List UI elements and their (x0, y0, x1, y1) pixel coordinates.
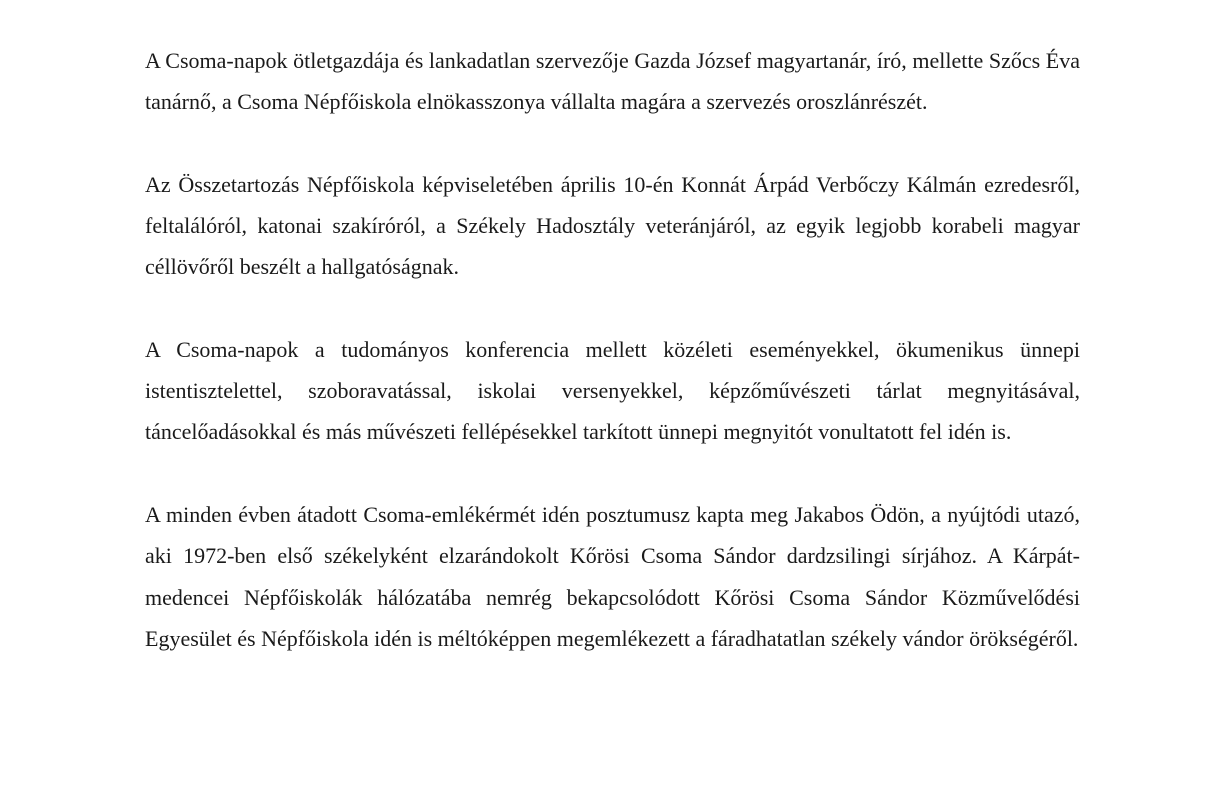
paragraph-lecture: Az Összetartozás Népfőiskola képviseletében április 10-én Konnát Árpád Verbőczy Kálmán ezredesről, feltalálóról, katonai szakíróról, a Székely Hadosztály veteránjáról, az egyik legjobb korabeli magyar céllövőről beszélt a hallgatóságnak. (145, 171, 1080, 280)
paragraph-medal: A minden évben átadott Csoma-emlékérmét idén posztumusz kapta meg Jakabos Ödön, a nyújtódi utazó, aki 1972-ben első székelyként elzarándokolt Kőrösi Csoma Sándor dardzsilingi sírjához. A Kárpát-medencei Népfőiskolák hálózatába nemrég bekapcsolódott Kőrösi Csoma Sándor Közművelődési Egyesület és Népfőiskola idén is méltóképpen megemlékezett a fáradhatatlan székely vándor örökségéről. (145, 502, 1080, 651)
document-body (145, 40, 1080, 659)
paragraph-organizers: A Csoma-napok ötletgazdája és lankadatlan szervezője Gazda József magyartanár, író, mellette Szőcs Éva tanárnő, a Csoma Népfőiskola elnökasszonya vállalta magára a szervezés oroszlánrészét. (145, 48, 1080, 115)
paragraph-events: A Csoma-napok a tudományos konferencia mellett közéleti eseményekkel, ökumenikus ünnepi istentisztelettel, szoboravatással, iskolai versenyekkel, képzőművészeti tárlat megnyitásával, táncelőadásokkal és más művészeti fellépésekkel tarkított ünnepi megnyitót vonultatott fel idén is. (145, 337, 1080, 445)
